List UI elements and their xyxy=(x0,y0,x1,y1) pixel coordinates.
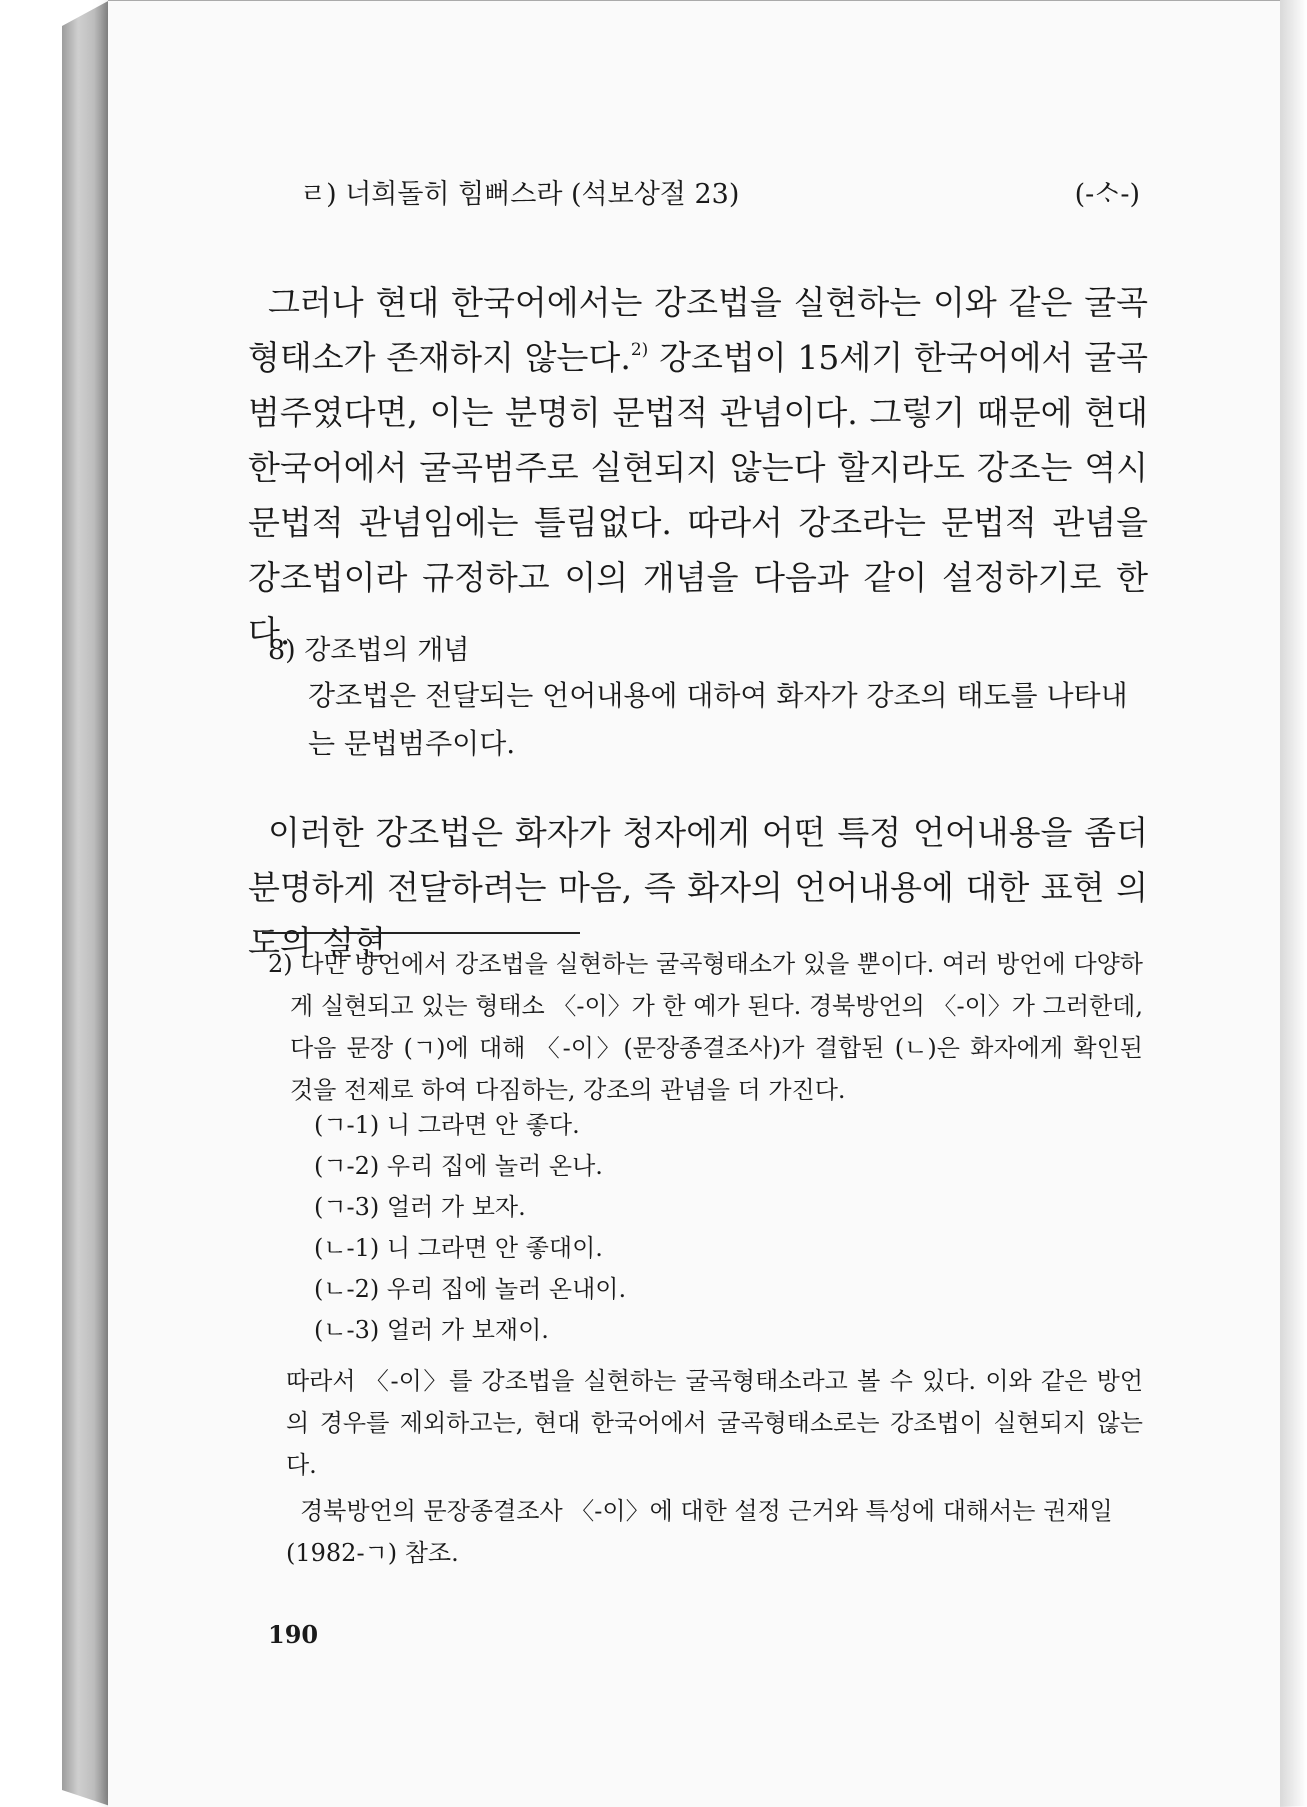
header-example-marker: (-ᄉᆞ-) xyxy=(1074,179,1140,210)
example-item: (ㄱ-1) 니 그라면 안 좋다. xyxy=(314,1111,580,1139)
definition-body: 강조법은 전달되는 언어내용에 대하여 화자가 강조의 태도를 나타내는 문법범주이다. xyxy=(308,679,1128,760)
header-example-text: ㄹ) 너희돌히 힘뻐스라 (석보상절 23) xyxy=(300,179,740,210)
example-item: (ㄴ-2) 우리 집에 놀러 온내이. xyxy=(314,1275,627,1303)
paragraph-1-text-b: 강조법이 15세기 한국어에서 굴곡범주였다면, 이는 분명히 문법적 관념이다. 그렇기 때문에 현대 한국어에서 굴곡범주로 실현되지 않는다 할지라도 강조는 역시 문법적 관념임에는 틀림없다. 따라서 강조라는 문법적 관념을 강조법이라 규정하고 이의 개념을 다음과 같이 설정하기로 한다. xyxy=(248,338,1148,652)
book-spine xyxy=(62,0,110,1806)
header-example xyxy=(300,172,1140,211)
paragraph-1-text-a: 그러나 현대 한국어에서는 강조법을 실현하는 이와 같은 굴곡형태소가 존재하지 않는다. xyxy=(248,283,1148,377)
example-item: (ㄱ-2) 우리 집에 놀러 온나. xyxy=(314,1152,603,1180)
footnote-example-list xyxy=(314,1105,626,1351)
page-edge-shade xyxy=(1280,0,1307,1806)
example-item: (ㄴ-1) 니 그라면 안 좋대이. xyxy=(314,1234,603,1262)
footnote-intro-text: 2) 다만 방언에서 강조법을 실현하는 굴곡형태소가 있을 뿐이다. 여러 방언에 다양하게 실현되고 있는 형태소 〈-이〉가 한 예가 된다. 경북방언의 〈-이〉가 그러한데, 다음 문장 (ㄱ)에 대해 〈-이〉(문장종결조사)가 결합된 (ㄴ)은 화자에게 확인된 것을 전제로 하여 다짐하는, 강조의 관념을 더 가진다. xyxy=(268,950,1143,1104)
footnote-conclusion: 따라서 〈-이〉를 강조법을 실현하는 굴곡형태소라고 볼 수 있다. 이와 같은 방언의 경우를 제외하고는, 현대 한국어에서 굴곡형태소로는 강조법이 실현되지 않는다. xyxy=(286,1367,1143,1479)
paragraph-2: 이러한 강조법은 화자가 청자에게 어떤 특정 언어내용을 좀더 분명하게 전달하려는 마음, 즉 화자의 언어내용에 대한 표현 의도의 실현 xyxy=(248,813,1148,962)
footnote-reference-note: 경북방언의 문장종결조사 〈-이〉에 대한 설정 근거와 특성에 대해서는 권재일(1982-ㄱ) 참조. xyxy=(286,1497,1113,1567)
page-number: 190 xyxy=(268,1620,319,1649)
footnote-reference: 2) xyxy=(630,340,649,360)
footnote-intro xyxy=(268,943,1143,1111)
example-item: (ㄴ-3) 얼러 가 보재이. xyxy=(314,1316,549,1344)
paragraph-1 xyxy=(248,275,1148,660)
example-item: (ㄱ-3) 얼러 가 보자. xyxy=(314,1193,526,1221)
definition-heading: 8) 강조법의 개념 xyxy=(268,635,470,666)
footnote-divider xyxy=(262,932,580,934)
